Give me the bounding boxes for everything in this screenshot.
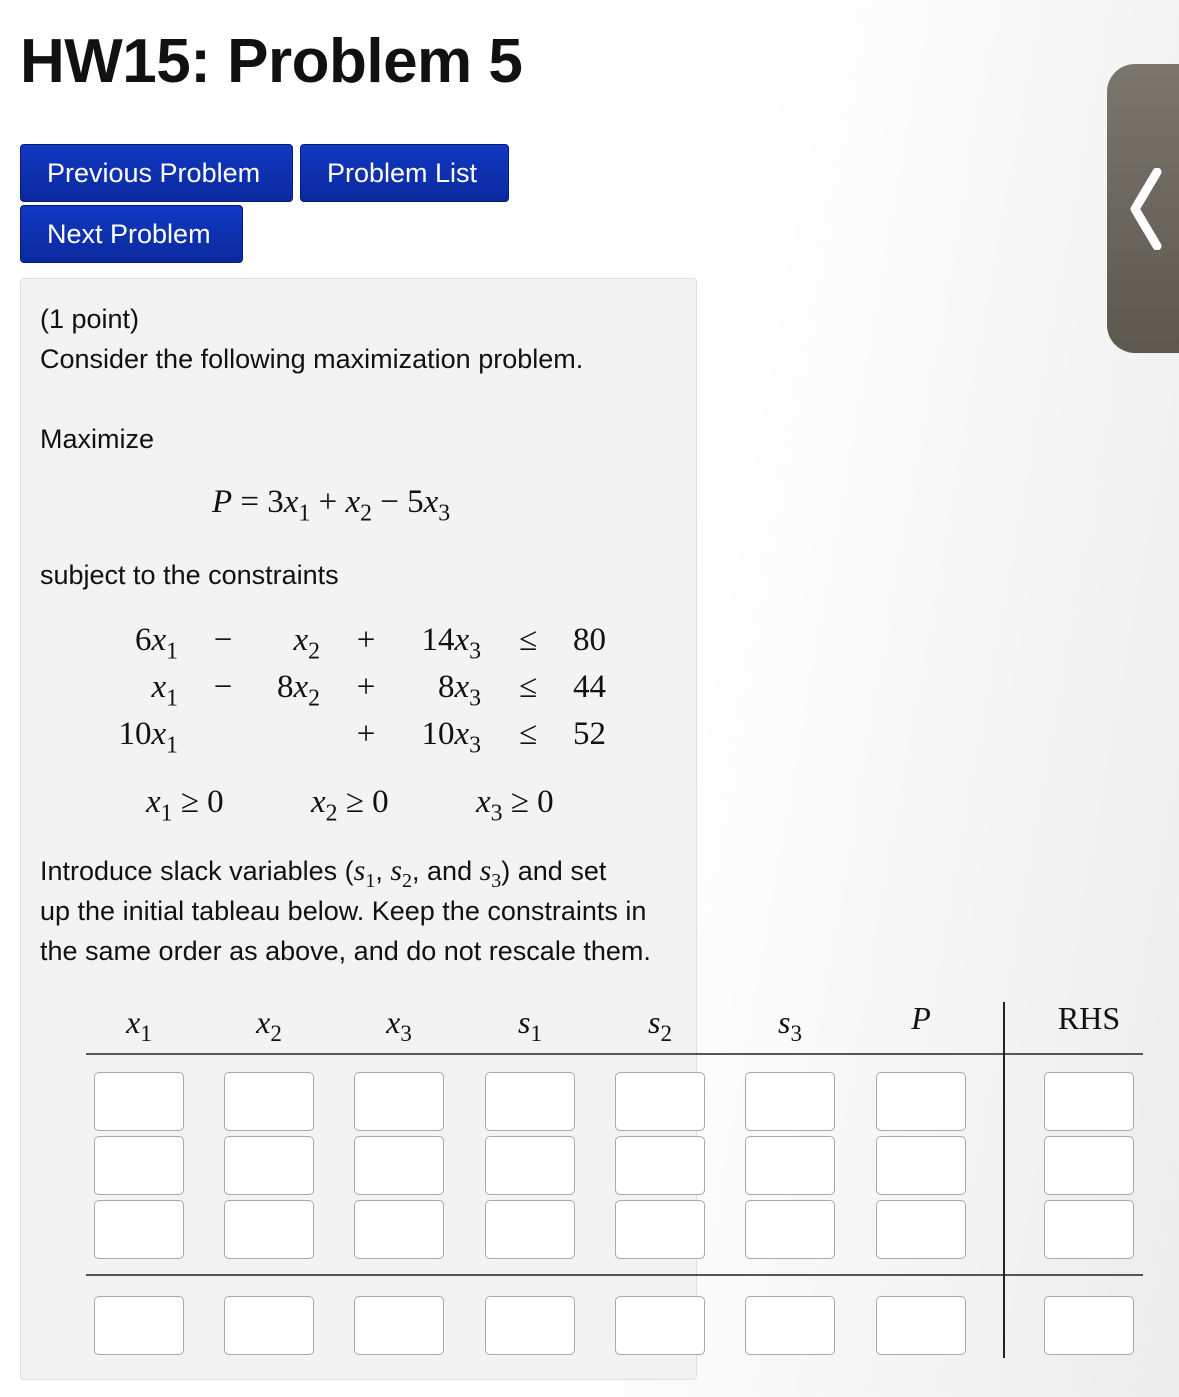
problem-list-button[interactable]: Problem List [300, 144, 509, 202]
constraint-1-op1: − [213, 622, 233, 658]
tableau-cell-r3-x3[interactable] [354, 1200, 444, 1259]
constraint-2-op1: − [213, 669, 233, 705]
tableau-header-p: P [911, 1000, 931, 1036]
tableau-header-x3: $x_3$ [386, 1004, 412, 1047]
tableau-cell-r1-x1[interactable] [94, 1072, 184, 1131]
slack-instructions-line-2: up the initial tableau below. Keep the constraints in [40, 896, 647, 926]
constraint-2-x3: $8x_3$ [437, 669, 481, 712]
constraint-2-op2: + [356, 669, 376, 705]
tableau-header-rhs: RHS [1057, 1000, 1121, 1036]
constraint-2-rel: ≤ [518, 669, 538, 705]
constraint-1-x3: $14x_3$ [421, 622, 481, 665]
tableau-cell-r3-rhs[interactable] [1044, 1200, 1134, 1259]
tableau-cell-r3-s3[interactable] [745, 1200, 835, 1259]
tableau-cell-r3-s2[interactable] [615, 1200, 705, 1259]
tableau-cell-r2-rhs[interactable] [1044, 1136, 1134, 1195]
tableau-header-x1: $x_1$ [126, 1004, 152, 1047]
constraint-2-x2: $8x_2$ [276, 669, 320, 712]
tableau-cell-r2-s3[interactable] [745, 1136, 835, 1195]
slack-instructions-line-3: the same order as above, and do not rescale them. [40, 936, 651, 966]
tableau-cell-r3-x1[interactable] [94, 1200, 184, 1259]
tableau-cell-r4-rhs[interactable] [1044, 1296, 1134, 1355]
previous-problem-button[interactable]: Previous Problem [20, 144, 293, 202]
chevron-left-icon [1127, 168, 1163, 250]
tableau-cell-r4-p[interactable] [876, 1296, 966, 1355]
tableau-cell-r1-s3[interactable] [745, 1072, 835, 1131]
slack-instructions-line-1: Introduce slack variables ($s_1$, $s_2$, and $s_3$) and set [40, 854, 607, 892]
constraints-label: subject to the constraints [40, 560, 339, 590]
nonneg-x3: $x_3 \ge 0$ [476, 784, 554, 827]
tableau-cell-r1-rhs[interactable] [1044, 1072, 1134, 1131]
tableau-cell-r4-x3[interactable] [354, 1296, 444, 1355]
tableau-header-s3: $s_3$ [778, 1004, 802, 1047]
tableau-cell-r3-x2[interactable] [224, 1200, 314, 1259]
tableau-cell-r4-x2[interactable] [224, 1296, 314, 1355]
tableau-cell-r2-s1[interactable] [485, 1136, 575, 1195]
nonneg-x1: $x_1 \ge 0$ [146, 784, 224, 827]
tableau-cell-r2-s2[interactable] [615, 1136, 705, 1195]
constraint-1-op2: + [356, 622, 376, 658]
constraint-1-x1: $6x_1$ [134, 622, 178, 665]
tableau-cell-r2-x3[interactable] [354, 1136, 444, 1195]
sidebar-toggle-tab[interactable] [1107, 64, 1179, 353]
constraint-2-x1: $x_1$ [151, 669, 178, 712]
tableau-objective-divider [86, 1274, 1143, 1276]
tableau-cell-r4-s2[interactable] [615, 1296, 705, 1355]
constraint-3-op2: + [356, 716, 376, 752]
tableau-header-divider [86, 1053, 1143, 1055]
tableau-cell-r1-s2[interactable] [615, 1072, 705, 1131]
tableau-cell-r4-s1[interactable] [485, 1296, 575, 1355]
constraint-1-rel: ≤ [518, 622, 538, 658]
objective-function: $P = 3x_1 + x_2 - 5x_3$ [212, 484, 451, 527]
constraint-3-x3: $10x_3$ [421, 716, 481, 759]
constraint-2-rhs: 44 [573, 669, 606, 705]
constraint-3-rhs: 52 [573, 716, 606, 752]
tableau-cell-r1-x3[interactable] [354, 1072, 444, 1131]
tableau-cell-r4-x1[interactable] [94, 1296, 184, 1355]
tableau-cell-r3-s1[interactable] [485, 1200, 575, 1259]
maximize-label: Maximize [40, 424, 155, 454]
tableau-header-x2: $x_2$ [256, 1004, 282, 1047]
tableau-header-s1: $s_1$ [518, 1004, 542, 1047]
tableau-header-s2: $s_2$ [648, 1004, 672, 1047]
tableau-rhs-divider [1003, 1002, 1005, 1358]
tableau-cell-r2-x1[interactable] [94, 1136, 184, 1195]
points-label: (1 point) [40, 304, 140, 334]
nonneg-x2: $x_2 \ge 0$ [311, 784, 389, 827]
tableau-cell-r1-s1[interactable] [485, 1072, 575, 1131]
constraint-3-rel: ≤ [518, 716, 538, 752]
tableau-cell-r2-p[interactable] [876, 1136, 966, 1195]
tableau-cell-r4-s3[interactable] [745, 1296, 835, 1355]
page-title: HW15: Problem 5 [20, 27, 523, 96]
constraint-3-x1: $10x_1$ [118, 716, 178, 759]
tableau-cell-r3-p[interactable] [876, 1200, 966, 1259]
tableau-cell-r2-x2[interactable] [224, 1136, 314, 1195]
tableau-cell-r1-p[interactable] [876, 1072, 966, 1131]
tableau-cell-r1-x2[interactable] [224, 1072, 314, 1131]
constraint-1-rhs: 80 [573, 622, 606, 658]
problem-intro: Consider the following maximization problem. [40, 344, 584, 374]
constraint-1-x2: $x_2$ [293, 622, 320, 665]
next-problem-button[interactable]: Next Problem [20, 205, 243, 263]
